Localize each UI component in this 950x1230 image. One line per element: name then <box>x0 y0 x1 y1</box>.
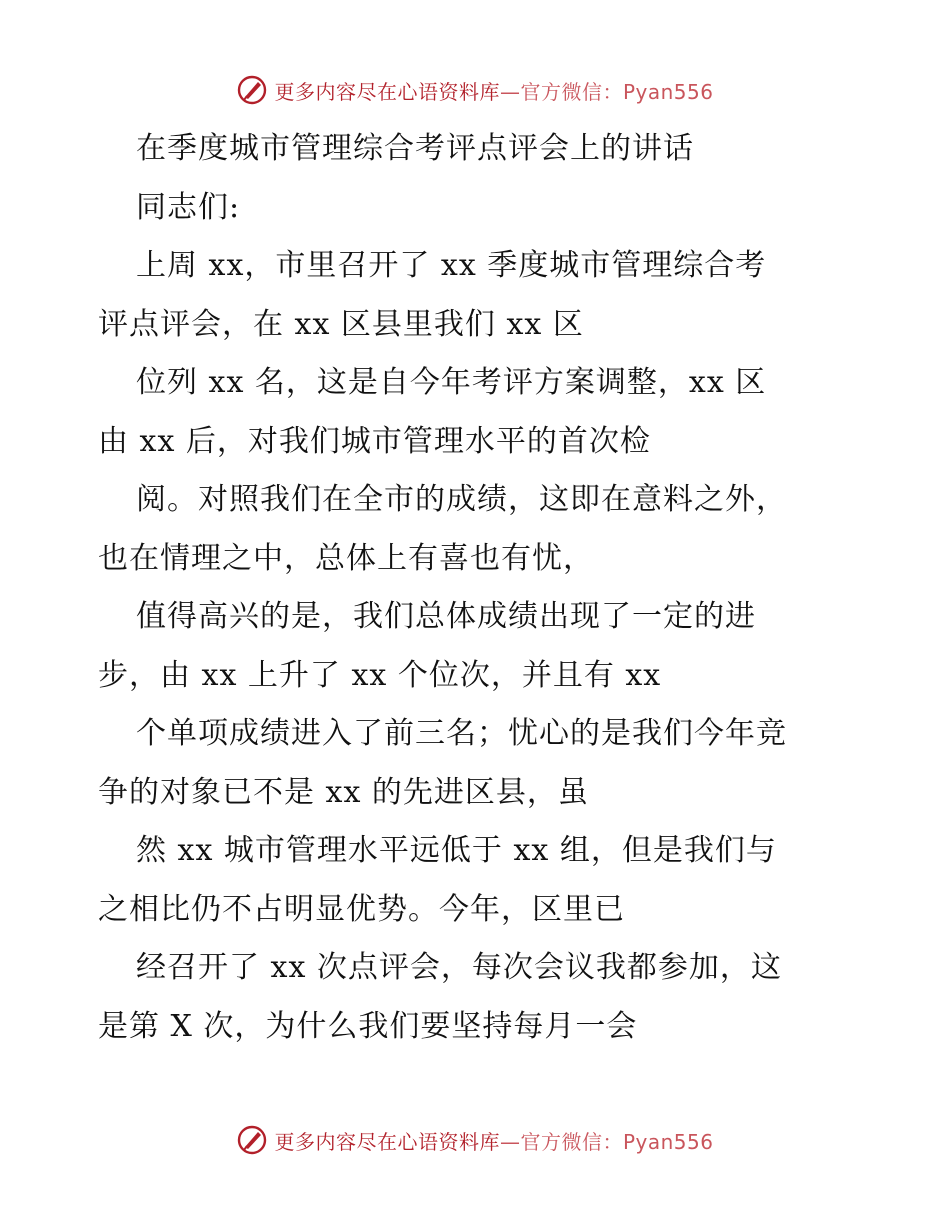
document-line: 是第 X 次，为什么我们要坚持每月一会 <box>98 1008 638 1044</box>
header-banner-separator: — <box>499 79 521 104</box>
footer-banner-text <box>274 1126 713 1155</box>
footer-banner-wechat: 官方微信：Pyan556 <box>520 1129 714 1154</box>
document-line: 值得高兴的是，我们总体成绩出现了一定的进 <box>136 599 756 634</box>
quill-pen-logo-icon <box>236 74 268 106</box>
footer-banner-separator: — <box>499 1129 521 1154</box>
document-line: 经召开了 xx 次点评会，每次会议我都参加，这 <box>136 950 782 985</box>
header-banner <box>0 70 950 110</box>
document-line: 阅。对照我们在全市的成绩，这即在意料之外， <box>136 482 787 517</box>
document-title: 在季度城市管理综合考评点评会上的讲话 <box>136 131 694 166</box>
document-body <box>98 120 858 1056</box>
document-line: 位列 xx 名，这是自今年考评方案调整，xx 区 <box>136 365 767 400</box>
header-banner-text <box>274 76 713 105</box>
header-banner-main: 更多内容尽在心语资料库 <box>274 79 500 104</box>
quill-pen-logo-icon <box>236 1124 268 1156</box>
document-line: 个单项成绩进入了前三名；忧心的是我们今年竞 <box>136 716 787 751</box>
document-line: 由 xx 后，对我们城市管理水平的首次检 <box>98 423 651 459</box>
document-line: 之相比仍不占明显优势。今年，区里已 <box>98 891 625 927</box>
document-line: 也在情理之中，总体上有喜也有忧， <box>98 540 594 576</box>
document-line: 然 xx 城市管理水平远低于 xx 组，但是我们与 <box>136 833 777 868</box>
footer-banner-main: 更多内容尽在心语资料库 <box>274 1129 500 1154</box>
document-line: 同志们: <box>136 189 241 225</box>
document-line: 争的对象已不是 xx 的先进区县，虽 <box>98 774 589 810</box>
header-banner-wechat: 官方微信：Pyan556 <box>520 79 714 104</box>
document-line: 步，由 xx 上升了 xx 个位次，并且有 xx <box>98 657 662 693</box>
document-line: 评点评会，在 xx 区县里我们 xx 区 <box>98 306 584 342</box>
document-line: 上周 xx，市里召开了 xx 季度城市管理综合考 <box>136 248 767 283</box>
footer-banner <box>0 1120 950 1160</box>
